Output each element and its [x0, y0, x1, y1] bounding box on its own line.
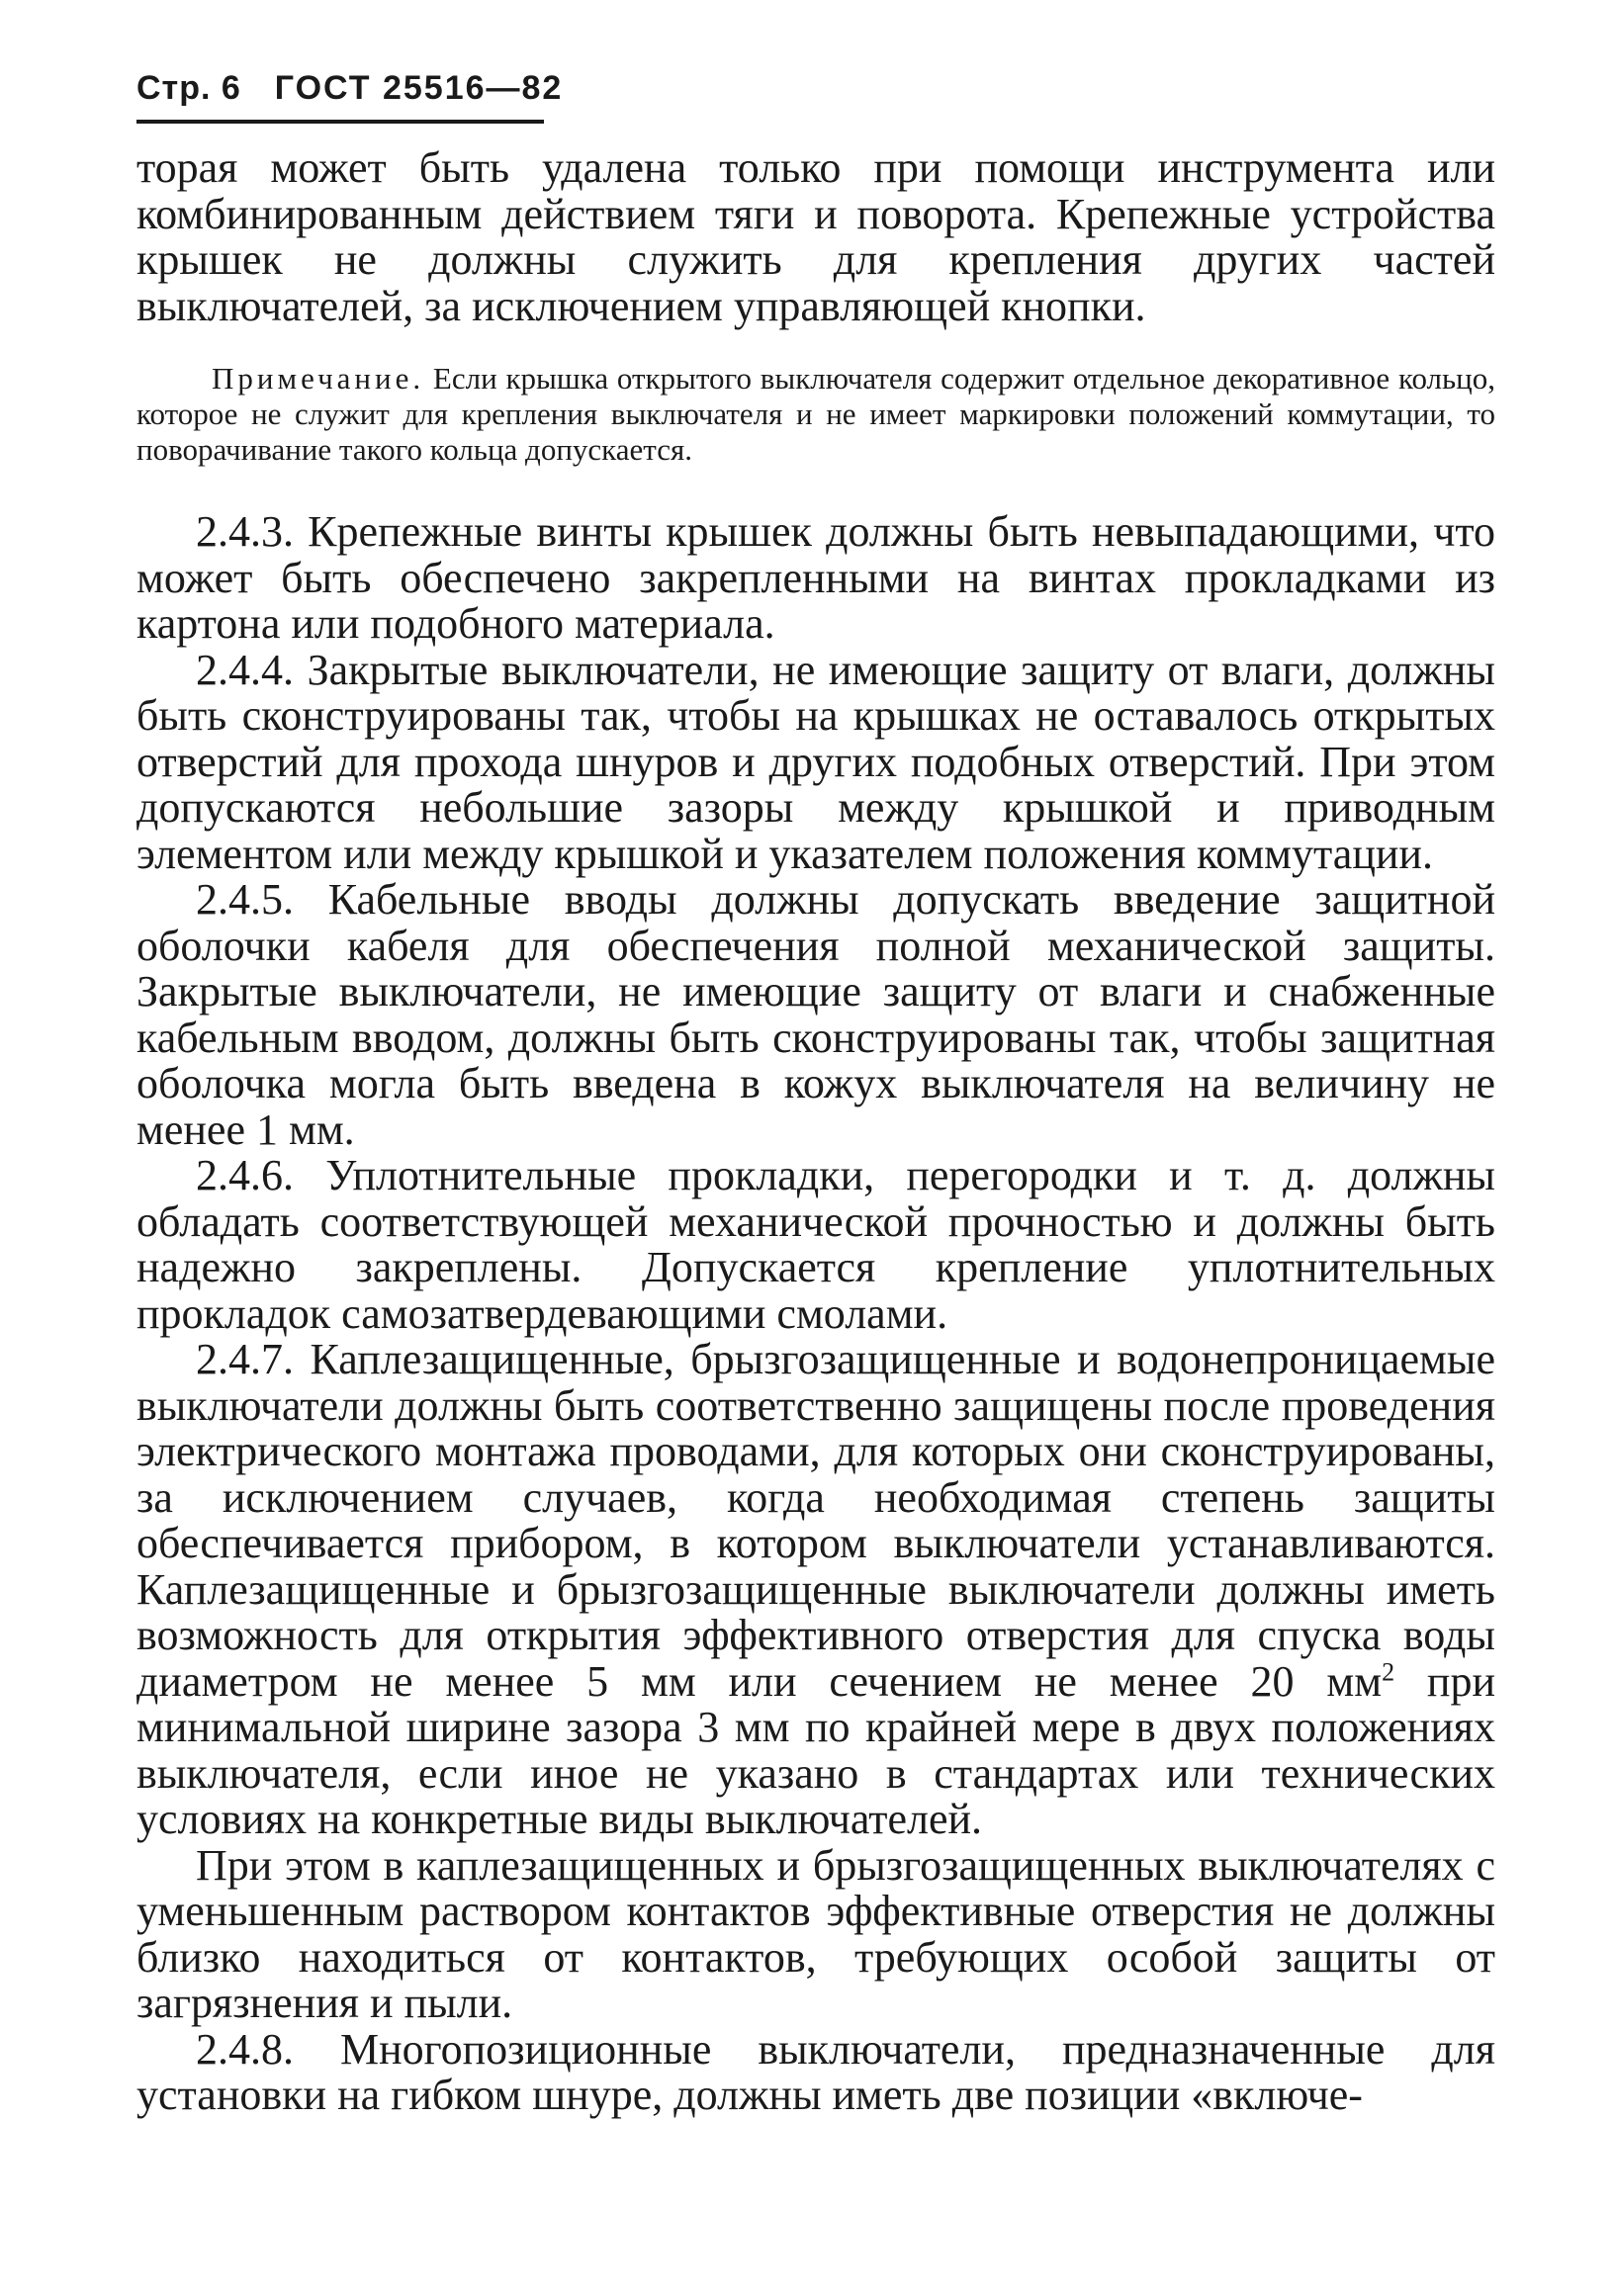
page-header	[136, 69, 1495, 108]
paragraph-2-4-7-continuation: При этом в каплезащищенных и брызгозащищенных выключателях с уменьшенным раствором контактов эффективные отверстия не должны близко находиться от контактов, требующих особой защиты от загрязнения и пыли.	[136, 1840, 1495, 2027]
paragraph-2-4-7-part-b: при минимальной ширине зазора 3 мм по крайней мере в двух положениях выключателя, если иное не указано в стандартах или технических условиях на конкретные виды выключателей.	[136, 1656, 1496, 1843]
note-text: Если крышка открытого выключателя содержит отдельное декоративное кольцо, которое не служит для крепления выключателя и не имеет маркировки положений коммутации, то поворачивание такого кольца допускается.	[136, 361, 1496, 467]
superscript-2: 2	[1382, 1656, 1395, 1686]
page-number: Стр. 6	[136, 69, 241, 107]
paragraph-2-4-8: 2.4.8. Многопозиционные выключатели, предназначенные для установки на гибком шнуре, должны иметь две позиции «включе-	[136, 2024, 1495, 2119]
paragraph-2-4-3: 2.4.3. Крепежные винты крышек должны быть невыпадающими, что может быть обеспечено закрепленными на винтах прокладками из картона или подобного материала.	[136, 507, 1495, 648]
paragraph-2-4-7	[136, 1337, 1495, 1843]
paragraph-2-4-7-part-a: 2.4.7. Каплезащищенные, брызгозащищенные и водонепроницаемые выключатели должны быть соответственно защищены после проведения электрического монтажа проводами, для которых они сконструированы, за исключением случаев, когда необходимая степень защиты обеспечивается прибором, в котором выключатели устанавливаются. Каплезащищенные и брызгозащищенные выключатели должны иметь возможность для открытия эффективного отверстия для спуска воды диаметром не менее 5 мм или сечением не менее 20 мм	[136, 1335, 1495, 1706]
note-paragraph	[136, 361, 1495, 468]
paragraph-2-4-6: 2.4.6. Уплотнительные прокладки, перегородки и т. д. должны обладать соответствующей механической прочностью и должны быть надежно закреплены. Допускается крепление уплотнительных прокладок самозатвердевающими смолами.	[136, 1151, 1495, 1338]
paragraph-2-4-5: 2.4.5. Кабельные вводы должны допускать введение защитной оболочки кабеля для обеспечения полной механической защиты. Закрытые выключатели, не имеющие защиту от влаги и снабженные кабельным вводом, должны быть сконструированы так, чтобы защитная оболочка могла быть введена в кожух выключателя на величину не менее 1 мм.	[136, 875, 1495, 1154]
note-label: Примечание.	[212, 361, 425, 396]
header-rule	[136, 120, 544, 124]
paragraph-2-4-4: 2.4.4. Закрытые выключатели, не имеющие защиту от влаги, должны быть сконструированы так, чтобы на крышках не оставалось открытых отверстий для прохода шнуров и других подобных отверстий. При этом допускаются небольшие зазоры между крышкой и приводным элементом или между крышкой и указателем положения коммутации.	[136, 645, 1495, 878]
continuation-paragraph: торая может быть удалена только при помощи инструмента или комбинированным действием тяги и поворота. Крепежные устройства крышек не должны служить для крепления других частей выключателей, за исключением управляющей кнопки.	[136, 143, 1495, 330]
standard-designation: ГОСТ 25516—82	[274, 69, 564, 107]
